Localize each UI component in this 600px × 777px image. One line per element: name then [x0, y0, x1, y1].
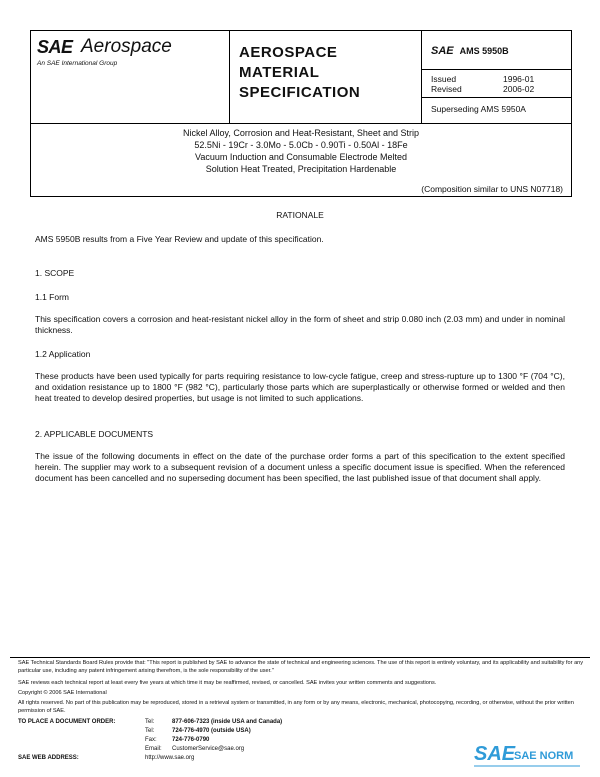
sae-norm-logo-sae: SAE [474, 743, 516, 765]
application-text: These products have been used typically for parts requiring resistance to low-cycle fatigue, creep and stress-rupture up to 1300 °F (704 °C), and oxidation resistance up to 1800 °F (982 °C), particularly those parts which are superplastically or otherwise formed or welded and then heat treated to develop desired properties, but usage is not limited to such applications. [35, 371, 565, 403]
doc-number [431, 45, 509, 57]
material-line-2: 52.5Ni - 19Cr - 3.0Mo - 5.0Cb - 0.90Ti - 0.50Al - 18Fe [194, 140, 408, 150]
review-text: SAE reviews each technical report at least every five years at which time it may be reaffirmed, revised, or cancelled. SAE invites your written comments and suggestions. [18, 680, 437, 686]
document-header [30, 30, 572, 124]
spec-title-line2: MATERIAL [239, 64, 320, 81]
sae-norm-logo-icon [472, 738, 582, 772]
form-text: This specification covers a corrosion and heat-resistant nickel alloy in the form of sheet and strip 0.080 inch (2.03 mm) and under in nominal thickness. [35, 314, 565, 335]
tel-label: Tel: [145, 719, 155, 725]
revised-label: Revised [431, 84, 462, 94]
rationale-text: AMS 5950B results from a Five Year Review and update of this specification. [35, 234, 324, 244]
material-line-3: Vacuum Induction and Consumable Electrode Melted [195, 152, 407, 162]
fax-label: Fax: [145, 737, 157, 743]
issued-label: Issued [431, 74, 457, 84]
doc-number-text: AMS 5950B [459, 46, 509, 56]
sae-logo: SAE [37, 37, 73, 57]
form-heading: 1.1 Form [35, 292, 70, 302]
applicable-documents-text: The issue of the following documents in effect on the date of the purchase order forms a part of this specification to the extent specified herein. The supplier may work to a subsequent revision of a document unless a specific document issue is specified. When the referenced document has been cancelled and no superseding document has been specified, the last published issue of that document shall apply. [35, 451, 565, 483]
applicable-documents-heading: 2. APPLICABLE DOCUMENTS [35, 429, 154, 439]
rights-text: All rights reserved. No part of this publication may be reproduced, stored in a retrieval system or transmitted, in any form or by any means, electronic, mechanical, photocopying, recording, or otherwise, without the prior written permission of SAE. [18, 700, 574, 714]
order-label: TO PLACE A DOCUMENT ORDER: [18, 719, 116, 725]
material-line-1: Nickel Alloy, Corrosion and Heat-Resistant, Sheet and Strip [183, 128, 419, 138]
divider [421, 69, 571, 70]
logo-cell [31, 31, 230, 123]
material-line-4: Solution Heat Treated, Precipitation Hardenable [205, 164, 397, 174]
tel2-label: Tel: [145, 728, 155, 734]
material-description-box [30, 122, 572, 197]
sae-norm-logo-text: SAE NORM [514, 750, 574, 762]
spec-title [239, 43, 360, 103]
spec-title-line3: SPECIFICATION [239, 84, 361, 101]
board-rules-text: SAE Technical Standards Board Rules provide that: "This report is published by SAE to advance the state of technical and engineering sciences. The use of this report is entirely voluntary, and its applicability and suitability for any particular use, including any patent infringement arising therefrom, is the sole responsibility of the user." [18, 660, 584, 674]
rationale-heading: RATIONALE [276, 210, 324, 220]
footer-rule [10, 657, 590, 658]
divider [421, 97, 571, 98]
doc-info-cell [421, 31, 571, 123]
revised-value: 2006-02 [503, 84, 535, 94]
web-label: SAE WEB ADDRESS: [18, 755, 79, 761]
web-link[interactable]: http://www.sae.org [145, 755, 195, 761]
aerospace-logo-text: Aerospace [81, 36, 172, 57]
title-cell [229, 31, 422, 123]
composition-note: (Composition similar to UNS N07718) [421, 184, 563, 194]
copyright-text: Copyright © 2006 SAE International [18, 690, 107, 696]
logo-tagline: An SAE International Group [37, 60, 118, 67]
email-label: Email: [145, 746, 162, 752]
fax-value: 724-776-0790 [172, 737, 210, 743]
tel-value: 877-606-7323 (inside USA and Canada) [172, 719, 283, 725]
email-value[interactable]: CustomerService@sae.org [172, 746, 245, 752]
application-heading: 1.2 Application [35, 349, 91, 359]
tel2-value: 724-776-4970 (outside USA) [172, 728, 251, 734]
sae-norm-watermark [472, 738, 582, 772]
sae-mark: SAE [431, 45, 454, 57]
scope-heading: 1. SCOPE [35, 268, 75, 278]
spec-title-line1: AEROSPACE [239, 44, 338, 61]
issued-value: 1996-01 [503, 74, 535, 84]
superseding-note: Superseding AMS 5950A [431, 104, 526, 114]
